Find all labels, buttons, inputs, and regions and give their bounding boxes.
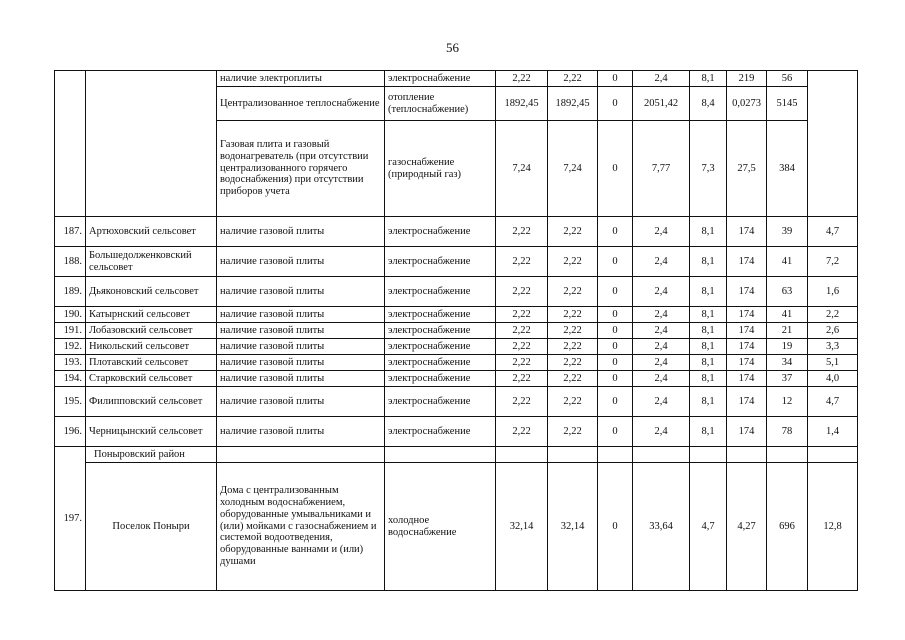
- value-cell: 4,0: [808, 371, 858, 387]
- value-cell: 8,1: [690, 339, 727, 355]
- value-cell: 5,1: [808, 355, 858, 371]
- value-cell: 2,4: [633, 355, 690, 371]
- empty-cell: [690, 447, 727, 463]
- value-cell: 8,1: [690, 355, 727, 371]
- empty-cell: [548, 447, 598, 463]
- value-cell: 2,22: [496, 71, 548, 87]
- value-cell: 174: [727, 307, 767, 323]
- value-cell: 2,4: [633, 217, 690, 247]
- value-cell: 174: [727, 339, 767, 355]
- value-cell: 174: [727, 277, 767, 307]
- value-cell: 12: [767, 387, 808, 417]
- value-cell: 0: [598, 339, 633, 355]
- value-cell: 2,22: [496, 387, 548, 417]
- settlement-name: Черницынский сельсовет: [86, 417, 217, 447]
- value-cell: 0,0273: [727, 87, 767, 121]
- value-cell: 2,22: [548, 371, 598, 387]
- value-cell: 7,24: [496, 121, 548, 217]
- value-cell: 8,1: [690, 277, 727, 307]
- service-cell: электроснабжение: [385, 387, 496, 417]
- value-cell: 1892,45: [496, 87, 548, 121]
- value-cell: 2,4: [633, 339, 690, 355]
- value-cell: 219: [727, 71, 767, 87]
- service-cell: электроснабжение: [385, 371, 496, 387]
- service-cell: электроснабжение: [385, 323, 496, 339]
- value-cell: 0: [598, 323, 633, 339]
- row-number-cell: 197.: [55, 447, 86, 591]
- value-cell: 8,1: [690, 307, 727, 323]
- condition-cell: Газовая плита и газовый водонагреватель (при отсутствии централизованного горячего водоснабжения) при отсутствии приборов учета: [217, 121, 385, 217]
- value-cell: 1,6: [808, 277, 858, 307]
- value-cell: 19: [767, 339, 808, 355]
- row-number-cell: 193.: [55, 355, 86, 371]
- value-cell: 2,22: [548, 417, 598, 447]
- page-number: 56: [446, 40, 459, 55]
- value-cell: 2,4: [633, 371, 690, 387]
- value-cell: 2,22: [496, 323, 548, 339]
- value-cell: 696: [767, 463, 808, 591]
- value-cell: 21: [767, 323, 808, 339]
- value-cell: 174: [727, 417, 767, 447]
- service-cell: электроснабжение: [385, 339, 496, 355]
- value-cell: 4,7: [690, 463, 727, 591]
- value-cell: 2,22: [548, 217, 598, 247]
- table-row: [55, 355, 858, 371]
- value-cell: 7,2: [808, 247, 858, 277]
- value-cell: 2,4: [633, 307, 690, 323]
- settlement-name: Артюховский сельсовет: [86, 217, 217, 247]
- empty-cell: [598, 447, 633, 463]
- table-row: [55, 247, 858, 277]
- value-cell: 0: [598, 247, 633, 277]
- service-cell: электроснабжение: [385, 71, 496, 87]
- value-cell: 2,22: [496, 277, 548, 307]
- condition-cell: наличие газовой плиты: [217, 387, 385, 417]
- service-cell: электроснабжение: [385, 247, 496, 277]
- value-cell: 2,22: [548, 247, 598, 277]
- service-cell: отопление (теплоснабжение): [385, 87, 496, 121]
- table-row: [55, 339, 858, 355]
- tariff-table: [54, 70, 858, 591]
- value-cell: 1,4: [808, 417, 858, 447]
- condition-cell: наличие газовой плиты: [217, 339, 385, 355]
- value-cell: 2,22: [496, 247, 548, 277]
- table-row: [55, 277, 858, 307]
- settlement-name: Поселок Поныри: [86, 463, 217, 591]
- row-number-cell: 195.: [55, 387, 86, 417]
- value-cell: 2,22: [496, 217, 548, 247]
- service-cell: электроснабжение: [385, 277, 496, 307]
- value-cell: 2,22: [496, 417, 548, 447]
- value-cell: 0: [598, 417, 633, 447]
- value-cell: 8,1: [690, 323, 727, 339]
- value-cell: 174: [727, 323, 767, 339]
- value-cell: 78: [767, 417, 808, 447]
- value-cell: [808, 71, 858, 217]
- value-cell: 1892,45: [548, 87, 598, 121]
- value-cell: 0: [598, 371, 633, 387]
- table-row: [55, 371, 858, 387]
- row-number-cell: 192.: [55, 339, 86, 355]
- value-cell: 63: [767, 277, 808, 307]
- empty-cell: [496, 447, 548, 463]
- value-cell: 2,4: [633, 323, 690, 339]
- value-cell: 5145: [767, 87, 808, 121]
- table-row: [55, 71, 858, 87]
- row-number-cell: 190.: [55, 307, 86, 323]
- settlement-name: Никольский сельсовет: [86, 339, 217, 355]
- value-cell: 39: [767, 217, 808, 247]
- service-cell: электроснабжение: [385, 417, 496, 447]
- value-cell: 2,4: [633, 71, 690, 87]
- value-cell: 41: [767, 307, 808, 323]
- value-cell: 2,22: [496, 339, 548, 355]
- service-cell: электроснабжение: [385, 307, 496, 323]
- value-cell: 34: [767, 355, 808, 371]
- value-cell: 174: [727, 217, 767, 247]
- condition-cell: Централизованное теплоснабжение: [217, 87, 385, 121]
- value-cell: 7,77: [633, 121, 690, 217]
- value-cell: 0: [598, 387, 633, 417]
- value-cell: 2,4: [633, 277, 690, 307]
- condition-cell: наличие газовой плиты: [217, 355, 385, 371]
- table-row: [55, 387, 858, 417]
- value-cell: 174: [727, 247, 767, 277]
- row-number-cell: [55, 71, 86, 217]
- table-row: [55, 463, 858, 591]
- service-cell: холодное водоснабжение: [385, 463, 496, 591]
- value-cell: 2,22: [548, 339, 598, 355]
- value-cell: 384: [767, 121, 808, 217]
- row-number-cell: 196.: [55, 417, 86, 447]
- row-number-cell: 191.: [55, 323, 86, 339]
- value-cell: 7,24: [548, 121, 598, 217]
- empty-cell: [727, 447, 767, 463]
- condition-cell: наличие газовой плиты: [217, 417, 385, 447]
- value-cell: 2,4: [633, 247, 690, 277]
- condition-cell: наличие газовой плиты: [217, 371, 385, 387]
- value-cell: 2,22: [548, 323, 598, 339]
- value-cell: 3,3: [808, 339, 858, 355]
- row-number-cell: 189.: [55, 277, 86, 307]
- settlement-name: Большедолженковский сельсовет: [86, 247, 217, 277]
- condition-cell: наличие газовой плиты: [217, 307, 385, 323]
- settlement-name: Дьяконовский сельсовет: [86, 277, 217, 307]
- value-cell: 27,5: [727, 121, 767, 217]
- value-cell: 0: [598, 121, 633, 217]
- settlement-name: Лобазовский сельсовет: [86, 323, 217, 339]
- value-cell: 2,22: [496, 307, 548, 323]
- value-cell: 174: [727, 387, 767, 417]
- value-cell: 0: [598, 463, 633, 591]
- condition-cell: наличие газовой плиты: [217, 217, 385, 247]
- empty-cell: [808, 447, 858, 463]
- value-cell: 0: [598, 307, 633, 323]
- value-cell: 0: [598, 277, 633, 307]
- value-cell: 8,1: [690, 387, 727, 417]
- service-cell: газоснабжение (природный газ): [385, 121, 496, 217]
- value-cell: 7,3: [690, 121, 727, 217]
- settlement-name: Филипповский сельсовет: [86, 387, 217, 417]
- value-cell: 174: [727, 355, 767, 371]
- value-cell: 0: [598, 87, 633, 121]
- value-cell: 8,1: [690, 371, 727, 387]
- value-cell: 0: [598, 217, 633, 247]
- settlement-name: Плотавский сельсовет: [86, 355, 217, 371]
- table-row: [55, 217, 858, 247]
- value-cell: 2,22: [496, 355, 548, 371]
- row-number-cell: 188.: [55, 247, 86, 277]
- empty-cell: [767, 447, 808, 463]
- value-cell: 0: [598, 355, 633, 371]
- condition-cell: наличие газовой плиты: [217, 323, 385, 339]
- condition-cell: наличие электроплиты: [217, 71, 385, 87]
- value-cell: 4,27: [727, 463, 767, 591]
- empty-cell: [217, 447, 385, 463]
- value-cell: 8,1: [690, 417, 727, 447]
- value-cell: 8,1: [690, 217, 727, 247]
- value-cell: 2,22: [496, 371, 548, 387]
- value-cell: 32,14: [496, 463, 548, 591]
- row-number-cell: 187.: [55, 217, 86, 247]
- settlement-name: Катырнский сельсовет: [86, 307, 217, 323]
- value-cell: 2051,42: [633, 87, 690, 121]
- value-cell: 12,8: [808, 463, 858, 591]
- value-cell: 41: [767, 247, 808, 277]
- settlement-rows: [55, 217, 858, 447]
- row-number-cell: 194.: [55, 371, 86, 387]
- table-row: [55, 323, 858, 339]
- value-cell: 2,6: [808, 323, 858, 339]
- value-cell: 8,1: [690, 247, 727, 277]
- value-cell: 2,4: [633, 417, 690, 447]
- condition-cell: Дома с централизованным холодным водоснабжением, оборудованные умывальниками и (или) мойками с газоснабжением и системой водоотведения, оборудованные ваннами и (или) душами: [217, 463, 385, 591]
- value-cell: 2,2: [808, 307, 858, 323]
- value-cell: 4,7: [808, 387, 858, 417]
- condition-cell: наличие газовой плиты: [217, 247, 385, 277]
- value-cell: 8,1: [690, 71, 727, 87]
- service-cell: электроснабжение: [385, 217, 496, 247]
- value-cell: 2,22: [548, 277, 598, 307]
- empty-cell: [633, 447, 690, 463]
- table-row: [55, 417, 858, 447]
- value-cell: 4,7: [808, 217, 858, 247]
- value-cell: 37: [767, 371, 808, 387]
- value-cell: 2,22: [548, 307, 598, 323]
- value-cell: 32,14: [548, 463, 598, 591]
- value-cell: 8,4: [690, 87, 727, 121]
- value-cell: 33,64: [633, 463, 690, 591]
- value-cell: 56: [767, 71, 808, 87]
- service-cell: электроснабжение: [385, 355, 496, 371]
- settlement-name: Старковский сельсовет: [86, 371, 217, 387]
- district-header: Поныровский район: [86, 447, 217, 463]
- value-cell: 174: [727, 371, 767, 387]
- value-cell: 2,22: [548, 355, 598, 371]
- condition-cell: наличие газовой плиты: [217, 277, 385, 307]
- table-row: [55, 307, 858, 323]
- value-cell: 2,22: [548, 71, 598, 87]
- district-header-row: [55, 447, 858, 463]
- empty-cell: [385, 447, 496, 463]
- value-cell: 0: [598, 71, 633, 87]
- value-cell: 2,4: [633, 387, 690, 417]
- value-cell: 2,22: [548, 387, 598, 417]
- settlement-cell: [86, 71, 217, 217]
